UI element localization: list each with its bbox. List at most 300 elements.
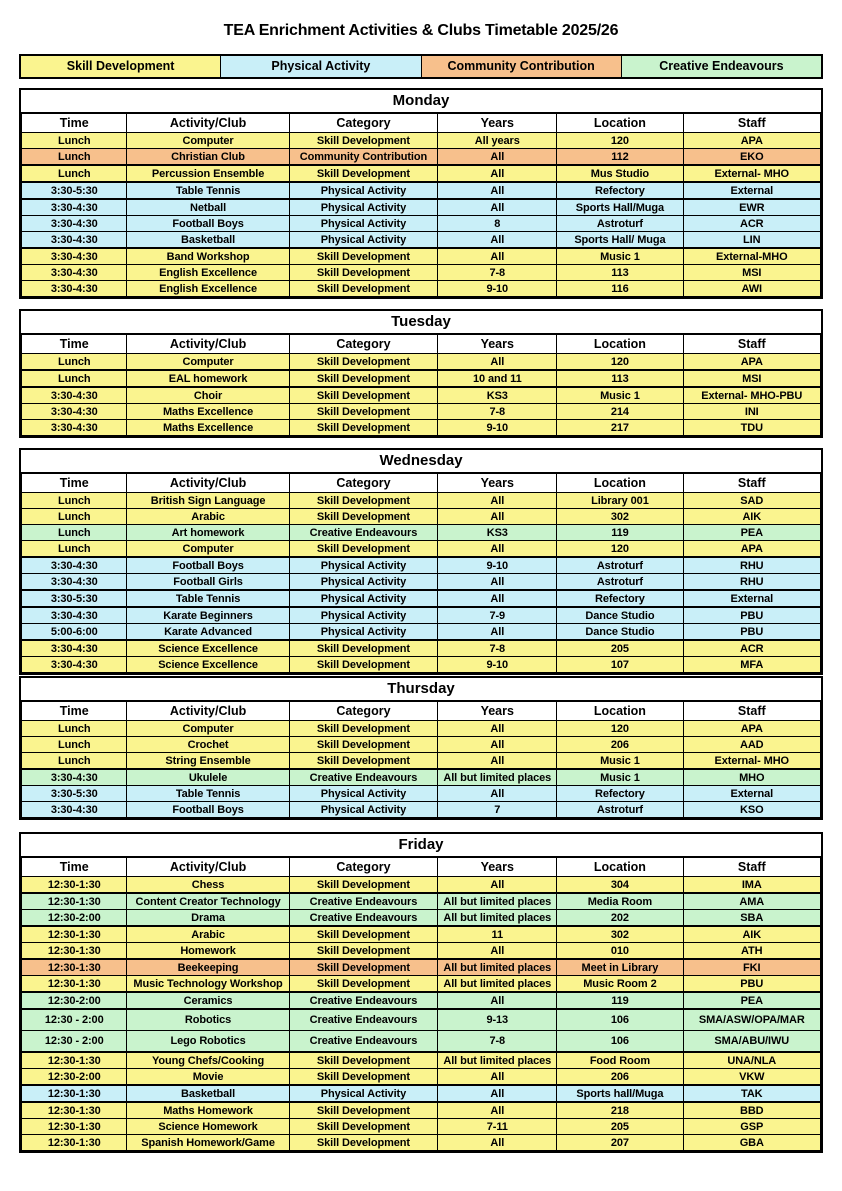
cell-activity: String Ensemble <box>127 753 289 770</box>
cell-time: Lunch <box>22 165 127 182</box>
cell-category: Creative Endeavours <box>289 1009 438 1031</box>
cell-staff: INI <box>683 404 820 420</box>
cell-activity: Christian Club <box>127 149 289 166</box>
cell-activity: English Excellence <box>127 281 289 297</box>
cell-location: 119 <box>557 525 683 541</box>
cell-years: All <box>438 590 557 607</box>
column-header: Category <box>289 114 438 133</box>
cell-activity: Content Creator Technology <box>127 893 289 910</box>
cell-category: Skill Development <box>289 737 438 753</box>
cell-years: 7-8 <box>438 404 557 420</box>
cell-activity: Young Chefs/Cooking <box>127 1052 289 1069</box>
column-header: Location <box>557 335 683 354</box>
cell-staff: PBU <box>683 624 820 641</box>
column-header: Activity/Club <box>127 335 289 354</box>
cell-location: 106 <box>557 1009 683 1031</box>
cell-time: 3:30-4:30 <box>22 420 127 436</box>
cell-activity: Computer <box>127 354 289 371</box>
cell-years: 9-10 <box>438 557 557 574</box>
cell-time: Lunch <box>22 509 127 525</box>
cell-location: 302 <box>557 509 683 525</box>
cell-years: All <box>438 753 557 770</box>
cell-category: Skill Development <box>289 1052 438 1069</box>
table-row <box>22 493 821 509</box>
cell-category: Skill Development <box>289 877 438 894</box>
cell-time: 5:00-6:00 <box>22 624 127 641</box>
cell-staff: MSI <box>683 265 820 281</box>
cell-activity: Music Technology Workshop <box>127 976 289 993</box>
cell-time: Lunch <box>22 541 127 558</box>
cell-time: 12:30-1:30 <box>22 1085 127 1102</box>
cell-time: Lunch <box>22 493 127 509</box>
cell-staff: EWR <box>683 199 820 216</box>
column-header: Staff <box>683 114 820 133</box>
cell-staff: APA <box>683 354 820 371</box>
cell-location: Dance Studio <box>557 624 683 641</box>
cell-time: 12:30-1:30 <box>22 1135 127 1151</box>
table-row <box>22 802 821 818</box>
cell-staff: APA <box>683 541 820 558</box>
cell-category: Physical Activity <box>289 199 438 216</box>
day-schedule-table <box>21 113 821 297</box>
cell-category: Physical Activity <box>289 557 438 574</box>
column-header: Time <box>22 335 127 354</box>
cell-location: 302 <box>557 926 683 943</box>
cell-category: Physical Activity <box>289 182 438 199</box>
cell-activity: Basketball <box>127 1085 289 1102</box>
cell-time: Lunch <box>22 753 127 770</box>
cell-years: 7-8 <box>438 640 557 657</box>
cell-activity: Karate Beginners <box>127 607 289 624</box>
cell-activity: Band Workshop <box>127 248 289 265</box>
cell-time: 12:30-2:00 <box>22 910 127 927</box>
cell-staff: BBD <box>683 1102 820 1119</box>
table-row <box>22 657 821 673</box>
cell-category: Physical Activity <box>289 802 438 818</box>
table-row <box>22 248 821 265</box>
cell-staff: VKW <box>683 1069 820 1086</box>
cell-location: 120 <box>557 133 683 149</box>
table-row <box>22 737 821 753</box>
cell-category: Skill Development <box>289 943 438 960</box>
cell-time: 3:30-5:30 <box>22 590 127 607</box>
table-row <box>22 420 821 436</box>
cell-time: 12:30-2:00 <box>22 992 127 1009</box>
cell-category: Creative Endeavours <box>289 992 438 1009</box>
day-schedule-table <box>21 334 821 436</box>
cell-location: Refectory <box>557 590 683 607</box>
day-schedule-table <box>21 701 821 818</box>
table-row <box>22 877 821 894</box>
cell-category: Physical Activity <box>289 1085 438 1102</box>
table-row <box>22 786 821 802</box>
cell-activity: Football Boys <box>127 802 289 818</box>
cell-time: Lunch <box>22 525 127 541</box>
cell-time: Lunch <box>22 737 127 753</box>
page-title: TEA Enrichment Activities & Clubs Timetable 2025/26 <box>223 22 619 39</box>
cell-staff: EKO <box>683 149 820 166</box>
cell-location: 113 <box>557 265 683 281</box>
table-row <box>22 1009 821 1031</box>
cell-activity: Football Boys <box>127 557 289 574</box>
table-row <box>22 404 821 420</box>
cell-location: Astroturf <box>557 216 683 232</box>
table-row <box>22 607 821 624</box>
cell-location: 116 <box>557 281 683 297</box>
cell-time: 3:30-4:30 <box>22 607 127 624</box>
cell-staff: UNA/NLA <box>683 1052 820 1069</box>
cell-years: 11 <box>438 926 557 943</box>
cell-category: Creative Endeavours <box>289 893 438 910</box>
table-row <box>22 133 821 149</box>
cell-time: 12:30-1:30 <box>22 943 127 960</box>
cell-category: Physical Activity <box>289 786 438 802</box>
cell-years: 9-10 <box>438 420 557 436</box>
cell-activity: Science Homework <box>127 1119 289 1135</box>
cell-time: 3:30-4:30 <box>22 404 127 420</box>
cell-location: Meet in Library <box>557 959 683 976</box>
cell-activity: Arabic <box>127 926 289 943</box>
cell-time: 12:30 - 2:00 <box>22 1031 127 1053</box>
cell-category: Skill Development <box>289 1135 438 1151</box>
cell-time: 12:30-1:30 <box>22 1052 127 1069</box>
cell-category: Skill Development <box>289 541 438 558</box>
cell-location: Sports hall/Muga <box>557 1085 683 1102</box>
cell-category: Skill Development <box>289 387 438 404</box>
cell-location: Astroturf <box>557 802 683 818</box>
cell-category: Skill Development <box>289 404 438 420</box>
cell-staff: GSP <box>683 1119 820 1135</box>
cell-time: Lunch <box>22 721 127 737</box>
day-title: Friday <box>21 834 821 857</box>
table-row <box>22 753 821 770</box>
cell-staff: External <box>683 590 820 607</box>
table-row <box>22 1085 821 1102</box>
cell-time: 3:30-4:30 <box>22 216 127 232</box>
cell-staff: RHU <box>683 557 820 574</box>
cell-years: All <box>438 232 557 249</box>
day-table-wednesday <box>19 448 823 675</box>
cell-staff: External- MHO <box>683 753 820 770</box>
table-row <box>22 387 821 404</box>
cell-staff: SBA <box>683 910 820 927</box>
cell-category: Skill Development <box>289 165 438 182</box>
cell-time: 3:30-5:30 <box>22 182 127 199</box>
table-row <box>22 265 821 281</box>
table-row <box>22 1135 821 1151</box>
cell-time: 12:30-1:30 <box>22 893 127 910</box>
cell-activity: Choir <box>127 387 289 404</box>
cell-location: 113 <box>557 370 683 387</box>
cell-location: Music 1 <box>557 248 683 265</box>
cell-years: 9-10 <box>438 657 557 673</box>
cell-staff: LIN <box>683 232 820 249</box>
column-header: Location <box>557 858 683 877</box>
cell-activity: Computer <box>127 541 289 558</box>
cell-location: 217 <box>557 420 683 436</box>
cell-location: 207 <box>557 1135 683 1151</box>
cell-location: Refectory <box>557 182 683 199</box>
legend-item-physical: Physical Activity <box>221 56 421 77</box>
cell-staff: RHU <box>683 574 820 591</box>
cell-years: All but limited places <box>438 1052 557 1069</box>
cell-staff: KSO <box>683 802 820 818</box>
cell-staff: AIK <box>683 509 820 525</box>
cell-activity: Maths Excellence <box>127 404 289 420</box>
cell-years: All <box>438 182 557 199</box>
column-header: Activity/Club <box>127 474 289 493</box>
cell-time: 12:30-1:30 <box>22 976 127 993</box>
table-row <box>22 557 821 574</box>
cell-location: 205 <box>557 640 683 657</box>
cell-years: All <box>438 1135 557 1151</box>
cell-activity: Movie <box>127 1069 289 1086</box>
cell-activity: Computer <box>127 721 289 737</box>
cell-location: Media Room <box>557 893 683 910</box>
cell-staff: AMA <box>683 893 820 910</box>
cell-activity: Robotics <box>127 1009 289 1031</box>
cell-staff: SAD <box>683 493 820 509</box>
table-row <box>22 1031 821 1053</box>
column-header-row <box>22 702 821 721</box>
cell-staff: MHO <box>683 769 820 786</box>
cell-years: All <box>438 624 557 641</box>
cell-staff: PEA <box>683 992 820 1009</box>
cell-activity: Art homework <box>127 525 289 541</box>
cell-location: 119 <box>557 992 683 1009</box>
cell-activity: Science Excellence <box>127 640 289 657</box>
cell-time: 3:30-4:30 <box>22 557 127 574</box>
cell-years: KS3 <box>438 525 557 541</box>
timetable-days <box>19 88 823 1153</box>
cell-activity: Lego Robotics <box>127 1031 289 1053</box>
cell-staff: APA <box>683 721 820 737</box>
cell-staff: FKI <box>683 959 820 976</box>
cell-staff: MFA <box>683 657 820 673</box>
column-header: Staff <box>683 335 820 354</box>
cell-category: Skill Development <box>289 657 438 673</box>
column-header: Activity/Club <box>127 114 289 133</box>
cell-staff: TAK <box>683 1085 820 1102</box>
column-header: Location <box>557 114 683 133</box>
cell-years: All <box>438 877 557 894</box>
cell-time: Lunch <box>22 149 127 166</box>
day-table-thursday <box>19 676 823 820</box>
legend-item-community: Community Contribution <box>422 56 622 77</box>
cell-time: 12:30-1:30 <box>22 926 127 943</box>
cell-category: Physical Activity <box>289 607 438 624</box>
cell-activity: Chess <box>127 877 289 894</box>
cell-location: Music Room 2 <box>557 976 683 993</box>
cell-years: 7 <box>438 802 557 818</box>
cell-activity: Percussion Ensemble <box>127 165 289 182</box>
cell-activity: Table Tennis <box>127 590 289 607</box>
cell-category: Skill Development <box>289 926 438 943</box>
cell-category: Physical Activity <box>289 574 438 591</box>
cell-activity: Football Boys <box>127 216 289 232</box>
cell-category: Physical Activity <box>289 216 438 232</box>
day-title: Monday <box>21 90 821 113</box>
cell-activity: Maths Excellence <box>127 420 289 436</box>
cell-years: KS3 <box>438 387 557 404</box>
cell-activity: Table Tennis <box>127 786 289 802</box>
cell-years: 10 and 11 <box>438 370 557 387</box>
table-row <box>22 1102 821 1119</box>
cell-time: 3:30-4:30 <box>22 232 127 249</box>
cell-time: 3:30-4:30 <box>22 657 127 673</box>
cell-years: 9-10 <box>438 281 557 297</box>
cell-location: Astroturf <box>557 557 683 574</box>
cell-years: All <box>438 992 557 1009</box>
cell-staff: PEA <box>683 525 820 541</box>
cell-years: All <box>438 1069 557 1086</box>
legend-item-skill: Skill Development <box>21 56 221 77</box>
column-header: Category <box>289 702 438 721</box>
cell-time: 3:30-4:30 <box>22 387 127 404</box>
cell-location: 120 <box>557 721 683 737</box>
cell-location: Library 001 <box>557 493 683 509</box>
table-row <box>22 893 821 910</box>
cell-staff: External- MHO-PBU <box>683 387 820 404</box>
table-row <box>22 769 821 786</box>
cell-time: 3:30-4:30 <box>22 265 127 281</box>
cell-years: All but limited places <box>438 769 557 786</box>
cell-years: All <box>438 509 557 525</box>
table-row <box>22 574 821 591</box>
cell-years: All <box>438 493 557 509</box>
cell-category: Creative Endeavours <box>289 769 438 786</box>
cell-staff: External-MHO <box>683 248 820 265</box>
cell-category: Skill Development <box>289 753 438 770</box>
cell-years: All <box>438 1085 557 1102</box>
cell-location: 120 <box>557 541 683 558</box>
cell-time: 3:30-4:30 <box>22 199 127 216</box>
cell-years: 9-13 <box>438 1009 557 1031</box>
cell-location: 107 <box>557 657 683 673</box>
cell-years: 7-9 <box>438 607 557 624</box>
table-row <box>22 509 821 525</box>
table-row <box>22 721 821 737</box>
cell-activity: Basketball <box>127 232 289 249</box>
cell-years: All <box>438 165 557 182</box>
cell-activity: Arabic <box>127 509 289 525</box>
cell-time: Lunch <box>22 133 127 149</box>
cell-staff: PBU <box>683 976 820 993</box>
cell-staff: TDU <box>683 420 820 436</box>
cell-activity: Karate Advanced <box>127 624 289 641</box>
cell-activity: Table Tennis <box>127 182 289 199</box>
table-row <box>22 1069 821 1086</box>
column-header-row <box>22 335 821 354</box>
cell-location: 010 <box>557 943 683 960</box>
day-title: Wednesday <box>21 450 821 473</box>
table-row <box>22 525 821 541</box>
cell-staff: APA <box>683 133 820 149</box>
table-row <box>22 976 821 993</box>
table-row <box>22 959 821 976</box>
table-row <box>22 1052 821 1069</box>
column-header-row <box>22 858 821 877</box>
column-header: Time <box>22 474 127 493</box>
table-row <box>22 232 821 249</box>
day-title: Tuesday <box>21 311 821 334</box>
table-row <box>22 182 821 199</box>
cell-location: 304 <box>557 877 683 894</box>
legend-item-creative: Creative Endeavours <box>622 56 821 77</box>
table-row <box>22 943 821 960</box>
cell-staff: AIK <box>683 926 820 943</box>
cell-category: Skill Development <box>289 976 438 993</box>
column-header: Years <box>438 114 557 133</box>
cell-category: Skill Development <box>289 420 438 436</box>
cell-category: Physical Activity <box>289 590 438 607</box>
cell-time: 3:30-4:30 <box>22 640 127 657</box>
cell-staff: AWI <box>683 281 820 297</box>
cell-staff: ACR <box>683 640 820 657</box>
cell-activity: British Sign Language <box>127 493 289 509</box>
cell-activity: EAL homework <box>127 370 289 387</box>
table-row <box>22 590 821 607</box>
table-row <box>22 992 821 1009</box>
cell-location: Music 1 <box>557 769 683 786</box>
cell-activity: Ukulele <box>127 769 289 786</box>
cell-category: Physical Activity <box>289 624 438 641</box>
cell-location: 214 <box>557 404 683 420</box>
cell-time: 12:30 - 2:00 <box>22 1009 127 1031</box>
table-row <box>22 926 821 943</box>
cell-activity: Spanish Homework/Game <box>127 1135 289 1151</box>
cell-years: 7-11 <box>438 1119 557 1135</box>
cell-category: Skill Development <box>289 1069 438 1086</box>
cell-years: All <box>438 199 557 216</box>
cell-category: Skill Development <box>289 133 438 149</box>
column-header: Staff <box>683 858 820 877</box>
day-title: Thursday <box>21 678 821 701</box>
column-header: Category <box>289 474 438 493</box>
cell-location: 120 <box>557 354 683 371</box>
table-row <box>22 149 821 166</box>
cell-years: All <box>438 1102 557 1119</box>
cell-activity: Crochet <box>127 737 289 753</box>
category-legend <box>19 54 823 79</box>
cell-location: Sports Hall/ Muga <box>557 232 683 249</box>
cell-staff: SMA/ABU/IWU <box>683 1031 820 1053</box>
cell-location: 218 <box>557 1102 683 1119</box>
cell-time: Lunch <box>22 354 127 371</box>
table-row <box>22 216 821 232</box>
column-header: Years <box>438 858 557 877</box>
cell-years: All <box>438 541 557 558</box>
day-table-monday <box>19 88 823 299</box>
cell-location: Food Room <box>557 1052 683 1069</box>
cell-location: Music 1 <box>557 387 683 404</box>
cell-years: 8 <box>438 216 557 232</box>
cell-years: All <box>438 721 557 737</box>
day-schedule-table <box>21 473 821 673</box>
cell-location: 112 <box>557 149 683 166</box>
cell-years: All but limited places <box>438 893 557 910</box>
cell-activity: Maths Homework <box>127 1102 289 1119</box>
cell-staff: SMA/ASW/OPA/MAR <box>683 1009 820 1031</box>
cell-years: All but limited places <box>438 959 557 976</box>
cell-category: Skill Development <box>289 248 438 265</box>
cell-location: Sports Hall/Muga <box>557 199 683 216</box>
cell-activity: Drama <box>127 910 289 927</box>
cell-time: 3:30-4:30 <box>22 281 127 297</box>
cell-staff: AAD <box>683 737 820 753</box>
cell-category: Creative Endeavours <box>289 910 438 927</box>
day-table-tuesday <box>19 309 823 438</box>
